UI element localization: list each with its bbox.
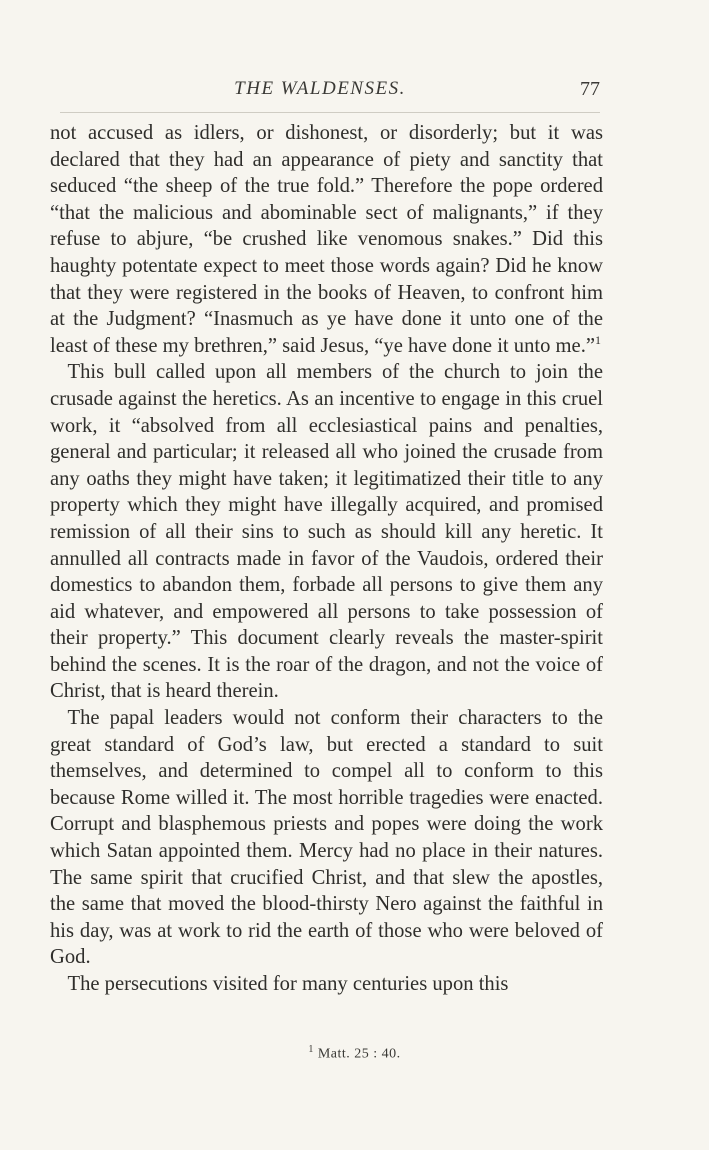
header-rule	[60, 112, 600, 113]
paragraph-1	[50, 120, 603, 359]
footnote	[0, 1044, 709, 1063]
page-number: 77	[580, 78, 600, 100]
paragraph-1-text: not accused as idlers, or dishonest, or disorderly; but it was declared that they had an appearance of piety and sanctity that seduced “the sheep of the true fold.” Therefore the pope ordered “that the malicious and abominable sect of malignants,” if they refuse to abjure, “be crushed like venomous snakes.” Did this haughty potentate expect to meet those words again? Did he know that they were registered in the books of Heaven, to confront him at the Judgment? “Inasmuch as ye have done it unto one of the least of these my brethren,” said Jesus, “ye have done it unto me.”	[50, 122, 603, 357]
paragraph-2: This bull called upon all members of the church to join the crusade against the heretics. As an incentive to engage in this cruel work, it “absolved from all ecclesiastical pains and penalties, general and particular; it released all who joined the crusade from any oaths they might have taken; it legitimatized their title to any property which they might have illegally acquired, and promised remission of all their sins to such as should kill any heretic. It annulled all contracts made in favor of the Vaudois, ordered their domestics to abandon them, forbade all persons to give them any aid whatever, and empowered all persons to take possession of their property.” This document clearly reveals the master-spirit behind the scenes. It is the roar of the dragon, and not the voice of Christ, that is heard therein.	[50, 361, 603, 703]
running-header	[40, 78, 600, 104]
body-text	[50, 120, 603, 998]
footnote-reference: 1	[595, 332, 601, 347]
footnote-marker: 1	[308, 1044, 314, 1055]
running-title: THE WALDENSES.	[234, 78, 406, 99]
footnote-text: Matt. 25 : 40.	[317, 1046, 401, 1062]
paragraph-3: The papal leaders would not conform their characters to the great standard of God’s law, but erected a standard to suit themselves, and determined to compel all to conform to this because Rome willed it. The most horrible tragedies were enacted. Corrupt and blasphemous priests and popes were doing the work which Satan appointed them. Mercy had no place in their natures. The same spirit that crucified Christ, and that slew the apostles, the same that moved the blood-thirsty Nero against the faithful in his day, was at work to rid the earth of those who were beloved of God.	[50, 707, 603, 969]
paragraph-4: The persecutions visited for many centuries upon this	[67, 973, 509, 995]
